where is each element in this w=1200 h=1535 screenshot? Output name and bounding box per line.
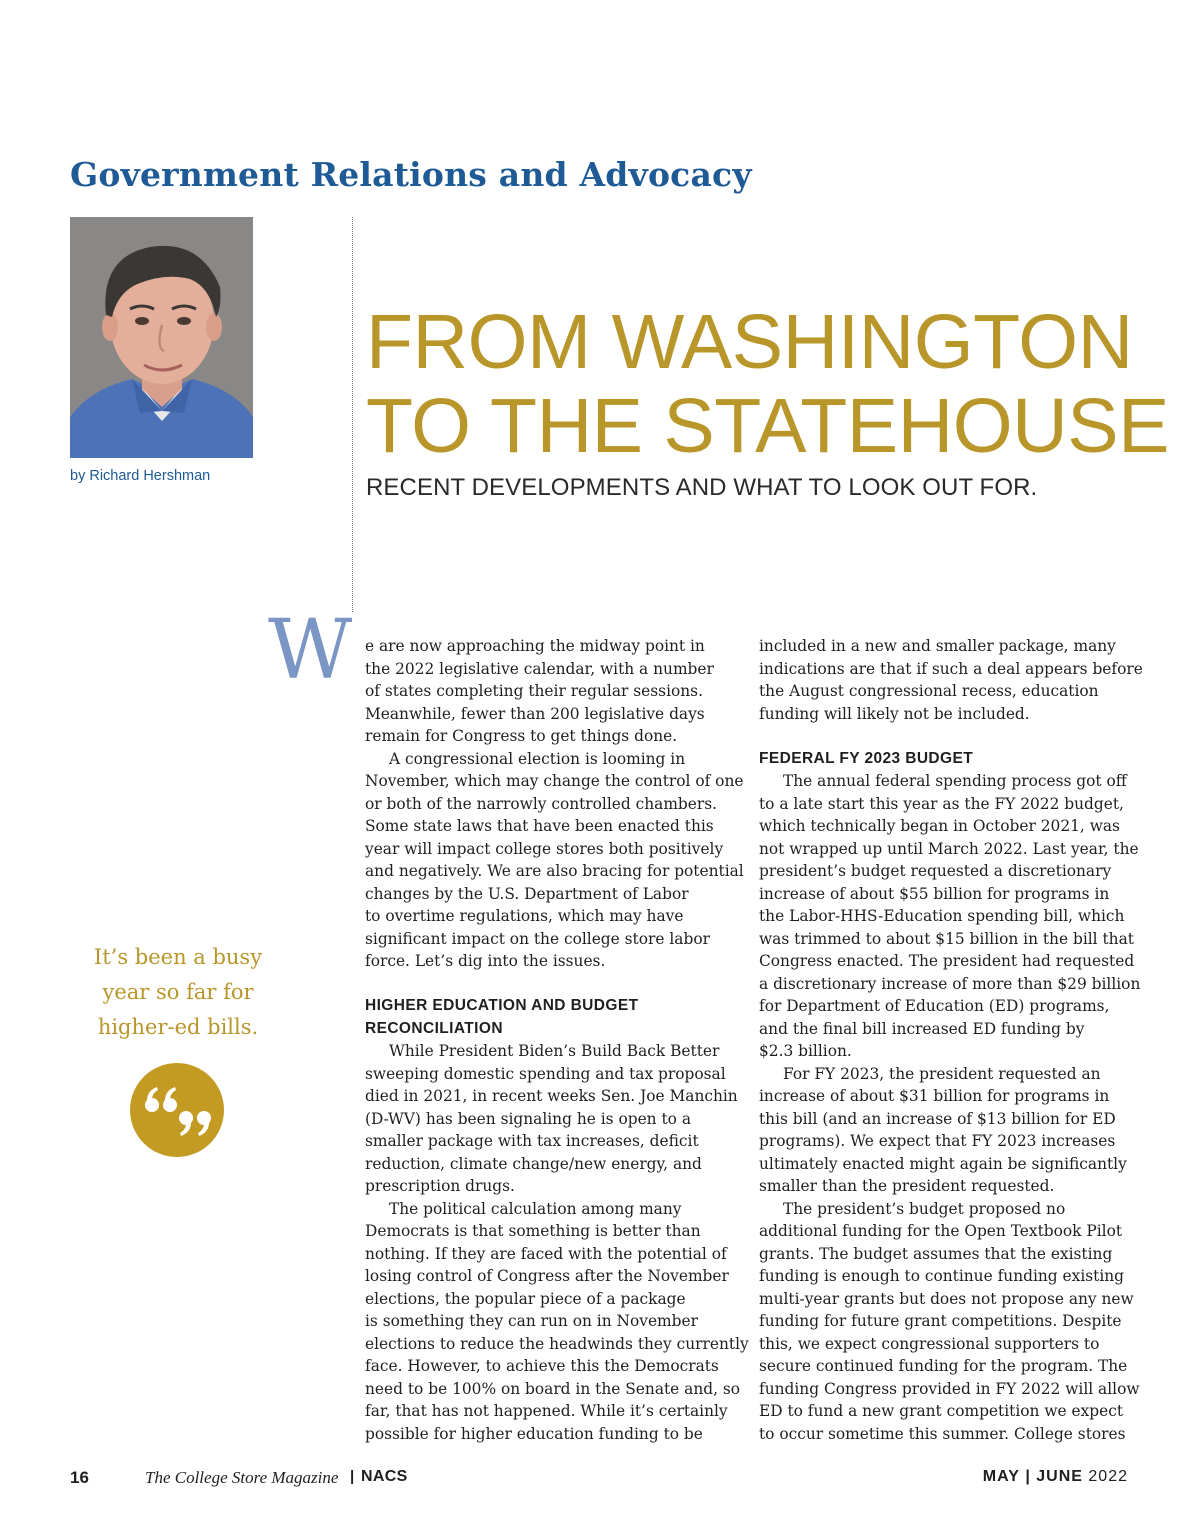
subheadline: RECENT DEVELOPMENTS AND WHAT TO LOOK OUT FOR. (366, 474, 1038, 501)
section-title: Government Relations and Advocacy (70, 155, 752, 194)
body-text-line: ultimately enacted might again be significantly (759, 1154, 1127, 1173)
footer-separator: | (350, 1468, 355, 1485)
body-text-line: Congress enacted. The president had requested (759, 952, 1135, 970)
body-text-line: programs). We expect that FY 2023 increases (759, 1132, 1116, 1150)
publisher-name: NACS (361, 1468, 408, 1485)
pull-quote-line: It’s been a busy (93, 945, 263, 969)
body-text-line: increase of about $55 billion for programs in (759, 884, 1110, 903)
page-number: 16 (70, 1468, 89, 1487)
body-text-line: Some state laws that have been enacted this (365, 817, 714, 835)
pull-quote-line: year so far for (102, 980, 254, 1004)
body-text-line: of states completing their regular sessions. (365, 682, 703, 700)
body-text-line: included in a new and smaller package, many (759, 637, 1116, 655)
body-text-line: grants. The budget assumes that the existing (759, 1244, 1113, 1263)
article-column-1 (365, 635, 749, 1445)
body-text-line: secure continued funding for the program. The (759, 1357, 1128, 1375)
pull-quote-line: higher-ed bills. (97, 1015, 259, 1039)
body-text-line: died in 2021, in recent weeks Sen. Joe Manchin (365, 1087, 738, 1105)
body-text-line: for Department of Education (ED) programs, (759, 997, 1110, 1015)
magazine-title: The College Store Magazine (145, 1468, 339, 1487)
body-text-line: the 2022 legislative calendar, with a number (365, 659, 714, 678)
body-text-line: is something they can run on in November (365, 1312, 698, 1330)
body-text-line: to a late start this year as the FY 2022 budget, (759, 794, 1124, 813)
issue-separator: | (1025, 1468, 1031, 1485)
body-text-line: smaller package with tax increases, deficit (365, 1132, 699, 1150)
body-text-line: face. However, to achieve this the Democrats (365, 1357, 719, 1375)
body-text-line: Democrats is that something is better than (365, 1222, 701, 1240)
body-text-line: reduction, climate change/new energy, and (365, 1154, 702, 1173)
body-text-line: not wrapped up until March 2022. Last year, the (759, 839, 1139, 858)
body-text-line: sweeping domestic spending and tax proposal (365, 1064, 726, 1083)
issue-date (983, 1468, 1128, 1486)
body-text-line: this, we expect congressional supporters to (759, 1334, 1100, 1353)
byline: by Richard Hershman (70, 468, 211, 484)
body-text-line: The political calculation among many (389, 1199, 682, 1218)
section-heading: RECONCILIATION (365, 1019, 503, 1037)
author-portrait-image (70, 217, 253, 458)
body-text-line: prescription drugs. (365, 1177, 515, 1195)
headline-line: TO THE STATEHOUSE (366, 383, 1169, 469)
vertical-divider (352, 217, 353, 612)
body-text-line: A congressional election is looming in (389, 749, 686, 768)
body-text-line: and the final bill increased ED funding by (759, 1019, 1085, 1038)
body-text-line: (D-WV) has been signaling he is open to a (365, 1109, 692, 1128)
quote-mark-icon (130, 1063, 224, 1157)
body-text-line: the Labor-HHS-Education spending bill, which (759, 907, 1125, 925)
body-text-line: ED to fund a new grant competition we expect (759, 1402, 1124, 1420)
body-text-line: For FY 2023, the president requested an (783, 1064, 1101, 1083)
body-text-line: nothing. If they are faced with the potential of (365, 1244, 727, 1263)
body-text-line: a discretionary increase of more than $29 billion (759, 974, 1141, 993)
headline (366, 300, 1169, 468)
body-text-line: the August congressional recess, education (759, 682, 1099, 700)
body-text-line: this bill (and an increase of $13 billion for ED (759, 1109, 1116, 1128)
body-text-line: Meanwhile, fewer than 200 legislative days (365, 704, 705, 723)
article-column-2 (759, 635, 1143, 1445)
body-text-line: changes by the U.S. Department of Labor (365, 884, 689, 903)
body-text-line: to overtime regulations, which may have (365, 907, 684, 925)
body-text-line: force. Let’s dig into the issues. (365, 952, 606, 970)
section-heading: HIGHER EDUCATION AND BUDGET (365, 997, 639, 1014)
body-text-line: remain for Congress to get things done. (365, 727, 678, 745)
pull-quote (82, 940, 274, 1045)
body-text-line: which technically began in October 2021, was (759, 817, 1120, 835)
body-text-line: or both of the narrowly controlled chambers. (365, 794, 718, 813)
issue-month: JUNE (1036, 1468, 1083, 1485)
body-text-line: significant impact on the college store labor (365, 929, 710, 948)
body-text-line: The annual federal spending process got off (783, 772, 1127, 790)
body-text-line: elections to reduce the headwinds they currently (365, 1334, 749, 1353)
drop-cap: W (268, 603, 353, 698)
body-text-line: funding Congress provided in FY 2022 will allow (759, 1379, 1140, 1398)
body-text-line: $2.3 billion. (759, 1042, 852, 1060)
body-text-line: The president’s budget proposed no (783, 1199, 1066, 1218)
paragraph-gap (759, 725, 1131, 748)
author-photo (70, 217, 253, 458)
body-text-line: and negatively. We are also bracing for potential (365, 862, 744, 880)
body-text-line: funding for future grant competitions. Despite (759, 1312, 1122, 1330)
body-text-line: need to be 100% on board in the Senate and, so (365, 1379, 741, 1398)
body-text-line: additional funding for the Open Textbook Pilot (759, 1222, 1123, 1240)
body-text-line: funding is enough to continue funding existing (759, 1267, 1125, 1285)
body-text-line: losing control of Congress after the November (365, 1267, 729, 1285)
section-heading: FEDERAL FY 2023 BUDGET (759, 749, 974, 767)
body-text-line: smaller than the president requested. (759, 1177, 1055, 1195)
body-text-line: year will impact college stores both positively (365, 839, 724, 858)
body-text-line: funding will likely not be included. (759, 704, 1030, 723)
issue-year: 2022 (1088, 1468, 1128, 1485)
body-text-line: elections, the popular piece of a package (365, 1289, 686, 1308)
body-text-line: November, which may change the control of one (365, 772, 744, 790)
issue-month: MAY (982, 1468, 1020, 1485)
body-text-line: increase of about $31 billion for programs in (759, 1087, 1110, 1105)
body-text-line: to occur sometime this summer. College stores (759, 1424, 1126, 1443)
body-text-line: possible for higher education funding to be (365, 1424, 703, 1443)
body-text-line: far, that has not happened. While it’s certainly (365, 1402, 728, 1420)
body-text-line: was trimmed to about $15 billion in the bill that (759, 929, 1134, 948)
headline-line: FROM WASHINGTON (366, 299, 1133, 385)
body-text-line: president’s budget requested a discretionary (759, 862, 1112, 880)
body-text-line: e are now approaching the midway point in (365, 637, 705, 655)
body-text-line: indications are that if such a deal appears before (759, 659, 1143, 678)
paragraph-gap (365, 973, 737, 996)
page-footer (0, 1468, 1200, 1490)
body-text-line: multi-year grants but does not propose any new (759, 1289, 1134, 1308)
body-text-line: While President Biden’s Build Back Better (389, 1042, 720, 1060)
